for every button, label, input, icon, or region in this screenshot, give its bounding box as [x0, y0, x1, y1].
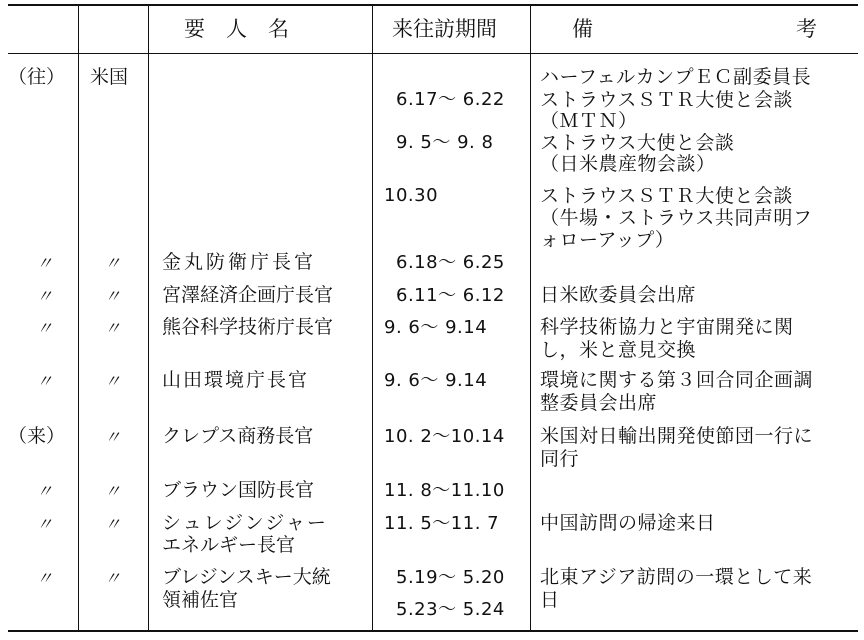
remarks-line: （日米農産物会談） [540, 153, 716, 175]
direction-cell: 〃 [36, 482, 53, 502]
remarks-line: 同行 [540, 448, 580, 470]
country-cell: 〃 [104, 569, 121, 589]
remarks-line: ストラウスＳＴＲ大使と会談 [540, 185, 793, 207]
remarks-line: 科学技術協力と宇宙開発に関 [540, 316, 794, 338]
header-period: 来往訪期間 [392, 17, 497, 41]
remarks-line: 整委員会出席 [540, 392, 658, 414]
header-remarks-1: 備 [572, 17, 593, 41]
remarks-line: 中国訪問の帰途来日 [540, 512, 716, 534]
remarks-line: ストラウスＳＴＲ大使と会談 [540, 89, 793, 111]
direction-cell: （来） [8, 425, 66, 447]
period-cell: 6.17〜 6.22 [396, 89, 505, 110]
country-cell: 〃 [104, 515, 121, 535]
remarks-line: 日米欧委員会出席 [540, 284, 697, 306]
col-divider-4 [530, 4, 531, 632]
remarks-line: ストラウス大使と会談 [540, 132, 735, 154]
col-divider-3 [372, 4, 373, 632]
person-cell: ブラウン国防長官 [162, 479, 315, 501]
country-cell: 〃 [104, 372, 121, 392]
person-cell: 領補佐官 [162, 589, 239, 611]
remarks-line: （牛場・ストラウス共同声明フ [540, 207, 813, 229]
country-cell: 〃 [104, 287, 121, 307]
person-cell: 金丸防衛庁長官 [162, 251, 317, 273]
country-cell: 米国 [90, 66, 129, 88]
country-cell: 〃 [104, 319, 121, 339]
person-cell: クレプス商務長官 [162, 425, 314, 447]
remarks-line: 米国対日輸出開発使節団一行に [540, 425, 814, 447]
person-cell: 山田環境庁長官 [162, 369, 310, 391]
country-cell: 〃 [104, 428, 121, 448]
period-cell: 6.18〜 6.25 [396, 252, 505, 273]
header-person: 要 人 名 [184, 17, 289, 41]
period-cell: 11. 8〜11.10 [384, 480, 505, 501]
person-cell: 熊谷科学技術庁長官 [162, 316, 334, 338]
direction-cell: 〃 [36, 254, 53, 274]
direction-cell: 〃 [36, 569, 53, 589]
period-cell: 9. 6〜 9.14 [384, 317, 488, 338]
period-cell: 9. 5〜 9. 8 [396, 132, 494, 153]
direction-cell: 〃 [36, 287, 53, 307]
header-divider [8, 53, 858, 54]
direction-cell: 〃 [36, 372, 53, 392]
remarks-line: し，米と意見交換 [540, 339, 697, 361]
period-cell: 9. 6〜 9.14 [384, 370, 488, 391]
col-divider-2 [148, 4, 149, 632]
period-cell: 10. 2〜10.14 [384, 426, 505, 447]
person-cell: エネルギー長官 [162, 534, 296, 556]
person-cell: ブレジンスキー大統 [162, 566, 331, 588]
remarks-line: ォローアップ） [540, 229, 675, 251]
direction-cell: 〃 [36, 319, 53, 339]
top-border [8, 4, 858, 6]
col-divider-1 [78, 4, 79, 632]
remarks-line: ハーフェルカンプＥＣ副委員長 [540, 66, 812, 88]
person-cell: 宮澤経済企画庁長官 [162, 284, 334, 306]
remarks-line: 日 [540, 589, 560, 611]
header-remarks-2: 考 [796, 17, 817, 41]
remarks-line: 北東アジア訪問の一環として来 [540, 566, 813, 588]
country-cell: 〃 [104, 254, 121, 274]
direction-cell: 〃 [36, 515, 53, 535]
period-cell: 5.19〜 5.20 [396, 567, 505, 588]
period-cell: 11. 5〜11. 7 [384, 513, 500, 534]
remarks-line: 環境に関する第３回合同企画調 [540, 369, 814, 391]
direction-cell: （往） [8, 66, 66, 88]
remarks-line: （ＭＴＮ） [540, 110, 638, 132]
period-cell: 10.30 [384, 185, 439, 206]
person-cell: シュレジンジャー [162, 512, 328, 534]
period-cell: 6.11〜 6.12 [396, 285, 505, 306]
country-cell: 〃 [104, 482, 121, 502]
bottom-border [8, 630, 858, 632]
period-cell: 5.23〜 5.24 [396, 599, 505, 620]
